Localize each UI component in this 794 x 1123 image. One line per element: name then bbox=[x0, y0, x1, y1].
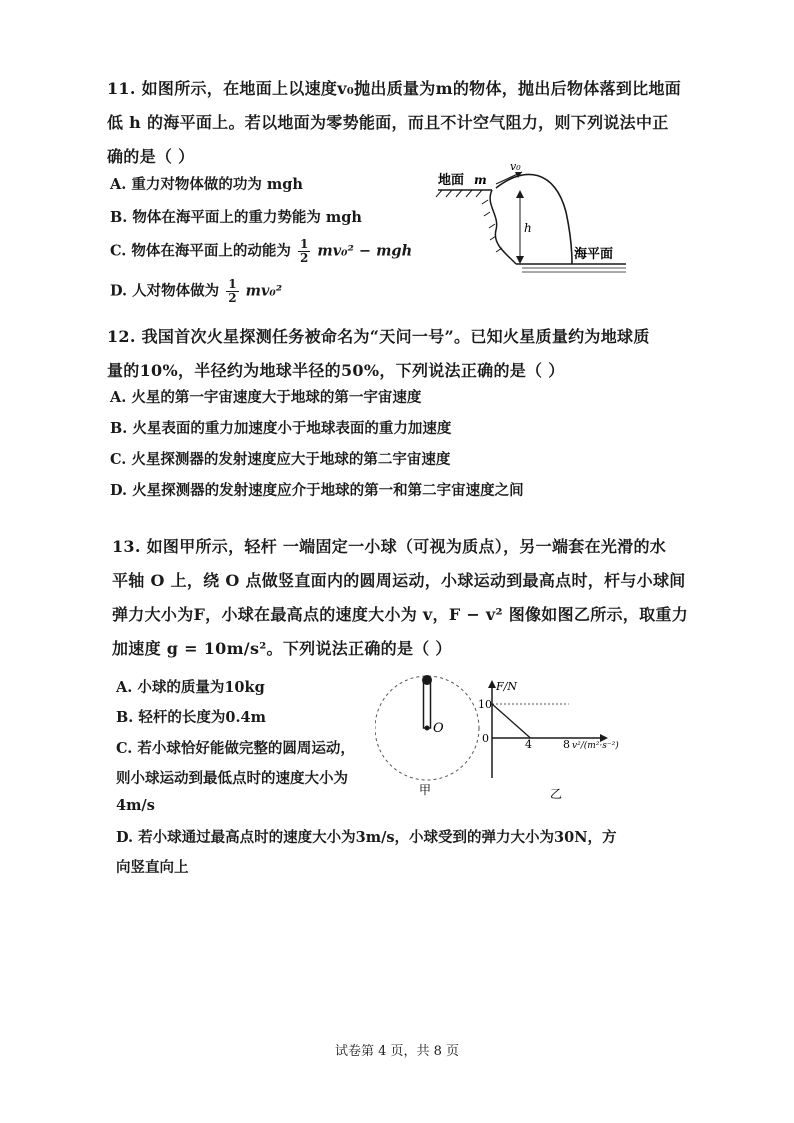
q11-option-d-fraction bbox=[226, 278, 238, 305]
q12-option-d: D. 火星探测器的发射速度应介于地球的第一和第二宇宙速度之间 bbox=[110, 482, 524, 499]
q12-line-1: 12. 我国首次火星探测任务被命名为“天问一号”。已知火星质量约为地球质 bbox=[107, 327, 650, 346]
q13-figure-jia bbox=[375, 668, 485, 798]
origin-label: 0 bbox=[482, 732, 489, 745]
pivot-label: O bbox=[433, 721, 444, 736]
q11-option-b: B. 物体在海平面上的重力势能为 mgh bbox=[110, 209, 362, 226]
trajectory-curve bbox=[496, 174, 572, 264]
fraction-numerator: 1 bbox=[228, 277, 237, 291]
q11-option-d bbox=[110, 278, 282, 305]
question-12-stem bbox=[107, 320, 747, 388]
height-arrow-up bbox=[516, 190, 524, 198]
q11-option-c-text: C. 物体在海平面上的动能为 bbox=[110, 242, 291, 260]
q13-line-2: 平轴 O 上，绕 O 点做竖直面内的圆周运动，小球运动到最高点时，杆与小球间 bbox=[112, 571, 686, 590]
q12-line-2: 量的10%，半径约为地球半径的50%，下列说法正确的是（ ） bbox=[107, 361, 565, 380]
q11-line-3: 确的是（ ） bbox=[107, 147, 195, 166]
q11-line-2: 低 h 的海平面上。若以地面为零势能面，而且不计空气阻力，则下列说法中正 bbox=[107, 113, 669, 132]
q12-option-a: A. 火星的第一宇宙速度大于地球的第一宇宙速度 bbox=[110, 389, 422, 406]
height-arrow-down bbox=[516, 256, 524, 264]
height-label: h bbox=[524, 221, 532, 235]
x-axis-label: v²/(m²·s⁻²) bbox=[572, 741, 619, 751]
sea-waves bbox=[522, 268, 626, 272]
question-11-stem bbox=[107, 72, 747, 174]
cliff-profile bbox=[490, 190, 516, 264]
f-v2-graph-line bbox=[492, 704, 530, 738]
y-axis-arrow bbox=[488, 680, 496, 688]
q13-option-c-line-2: 则小球运动到最低点时的速度大小为 bbox=[116, 770, 348, 787]
q11-option-c bbox=[110, 238, 412, 265]
mass-label: m bbox=[474, 173, 487, 187]
fraction-numerator: 1 bbox=[299, 237, 309, 251]
x-tick-8: 8 bbox=[563, 738, 570, 751]
q11-line-1: 11. 如图所示，在地面上以速度v₀抛出质量为m的物体，抛出后物体落到比地面 bbox=[107, 79, 682, 98]
page-footer: 试卷第 4 页，共 8 页 bbox=[334, 1044, 460, 1059]
q13-option-b: B. 轻杆的长度为0.4m bbox=[116, 709, 266, 726]
q11-option-d-formula: mv₀² bbox=[245, 282, 283, 300]
ground-hatching bbox=[436, 190, 482, 197]
q11-option-d-text: D. 人对物体做为 bbox=[110, 282, 220, 300]
q11-projectile-figure bbox=[430, 160, 630, 280]
q13-option-d-line-2: 向竖直向上 bbox=[116, 859, 189, 876]
sea-level-label: 海平面 bbox=[574, 247, 614, 262]
q12-option-b: B. 火星表面的重力加速度小于地球表面的重力加速度 bbox=[110, 420, 452, 437]
q11-option-a: A. 重力对物体做的功为 mgh bbox=[110, 176, 303, 193]
q13-figure-yi bbox=[470, 676, 670, 801]
q11-option-c-formula: mv₀² − mgh bbox=[317, 242, 413, 260]
q13-option-c-line-3: 4m/s bbox=[116, 797, 155, 814]
q11-option-c-fraction bbox=[298, 238, 310, 265]
q13-line-4: 加速度 g = 10m/s²。下列说法正确的是（ ） bbox=[112, 639, 452, 658]
q13-line-3: 弹力大小为F，小球在最高点的速度大小为 v，F − v² 图像如图乙所示，取重力 bbox=[112, 605, 689, 624]
x-tick-4: 4 bbox=[525, 738, 532, 751]
q13-option-c-line-1: C. 若小球恰好能做完整的圆周运动， bbox=[116, 740, 355, 757]
light-rod bbox=[424, 680, 431, 728]
small-ball bbox=[422, 675, 432, 685]
q12-option-c: C. 火星探测器的发射速度应大于地球的第二宇宙速度 bbox=[110, 451, 451, 468]
y-axis-label: F/N bbox=[496, 680, 517, 693]
figure-yi-caption: 乙 bbox=[550, 787, 563, 801]
fraction-denominator: 2 bbox=[299, 251, 309, 265]
q13-option-d-line-1: D. 若小球通过最高点时的速度大小为3m/s，小球受到的弹力大小为30N，方 bbox=[116, 829, 617, 846]
q13-line-1: 13. 如图甲所示，轻杆 一端固定一小球（可视为质点），另一端套在光滑的水 bbox=[112, 537, 667, 556]
q13-option-a: A. 小球的质量为10kg bbox=[116, 679, 265, 696]
y-tick-10: 10 bbox=[478, 698, 492, 711]
pivot-axis bbox=[425, 726, 430, 731]
v0-label: v₀ bbox=[510, 160, 521, 173]
figure-jia-caption: 甲 bbox=[419, 783, 432, 797]
ground-label: 地面 bbox=[438, 173, 465, 188]
fraction-denominator: 2 bbox=[228, 291, 237, 305]
question-13-stem bbox=[112, 530, 752, 666]
